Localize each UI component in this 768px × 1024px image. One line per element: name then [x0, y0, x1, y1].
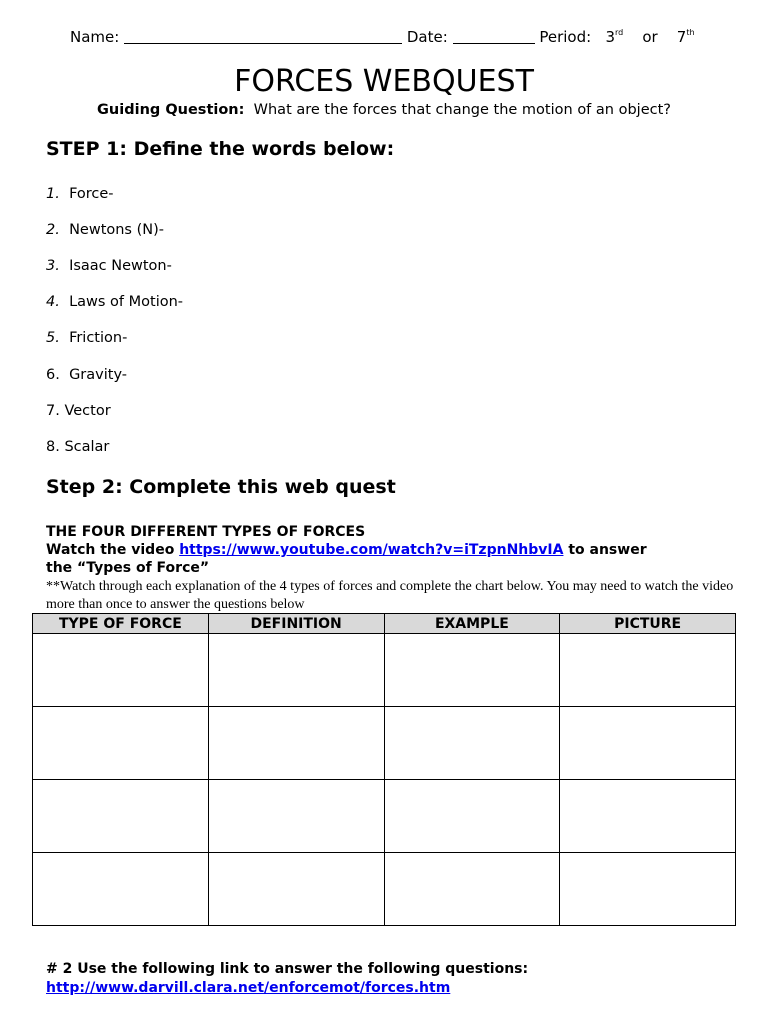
table-cell[interactable]: [208, 707, 384, 780]
table-cell[interactable]: [33, 780, 209, 853]
table-cell[interactable]: [560, 853, 736, 926]
table-cell[interactable]: [384, 634, 560, 707]
name-label: Name:: [70, 28, 120, 46]
part2-link-line: [46, 980, 450, 996]
table-cell[interactable]: [384, 707, 560, 780]
period-label: Period:: [539, 28, 592, 46]
table-cell[interactable]: [33, 853, 209, 926]
guiding-question-text: What are the forces that change the motion of an object?: [253, 102, 671, 118]
column-header: TYPE OF FORCE: [33, 614, 209, 634]
watch-instruction-line2: the “Types of Force”: [46, 560, 210, 576]
term-item: 2. Newtons (N)-: [46, 222, 164, 238]
page-title: FORCES WEBQUEST: [234, 64, 534, 99]
table-row: [33, 853, 736, 926]
table-row: [33, 634, 736, 707]
term-item: 5. Friction-: [46, 330, 128, 346]
table-cell[interactable]: [208, 780, 384, 853]
term-item: 4. Laws of Motion-: [46, 294, 184, 310]
period-option-b: 7th: [676, 28, 695, 46]
term-item: 3. Isaac Newton-: [46, 258, 172, 274]
date-field[interactable]: [453, 29, 535, 44]
column-header: DEFINITION: [208, 614, 384, 634]
table-cell[interactable]: [560, 707, 736, 780]
table-cell[interactable]: [560, 780, 736, 853]
term-item: 1. Force-: [46, 186, 114, 202]
date-label: Date:: [406, 28, 448, 46]
video-link[interactable]: https://www.youtube.com/watch?v=iTzpnNhbvIA: [179, 542, 564, 558]
guiding-question: [0, 102, 768, 118]
watch-instruction: Watch the video https://www.youtube.com/watch?v=iTzpnNhbvIA to answer: [46, 542, 647, 558]
step1-heading: STEP 1: Define the words below:: [46, 138, 395, 160]
chart-note: **Watch through each explanation of the 4 types of forces and complete the chart below. You may need to watch the video more than once to answer the questions below: [46, 579, 734, 612]
header-line: [70, 28, 695, 46]
guiding-question-label: Guiding Question:: [97, 102, 245, 118]
table-cell[interactable]: [33, 707, 209, 780]
forces-table: [32, 613, 736, 926]
table-row: [33, 707, 736, 780]
table-cell[interactable]: [560, 634, 736, 707]
column-header: EXAMPLE: [384, 614, 560, 634]
table-cell[interactable]: [208, 853, 384, 926]
or-label: or: [642, 28, 658, 46]
period-option-a: 3rd: [605, 28, 624, 46]
step2-heading: Step 2: Complete this web quest: [46, 476, 396, 498]
forces-link[interactable]: http://www.darvill.clara.net/enforcemot/forces.htm: [46, 980, 451, 996]
part2-instruction: # 2 Use the following link to answer the following questions:: [46, 961, 529, 977]
term-item: 6. Gravity-: [46, 367, 127, 383]
name-field[interactable]: [124, 29, 402, 44]
table-row: [33, 780, 736, 853]
table-cell[interactable]: [33, 634, 209, 707]
table-header-row: [33, 614, 736, 634]
table-cell[interactable]: [208, 634, 384, 707]
term-item: 7. Vector: [46, 403, 111, 419]
term-item: 8. Scalar: [46, 439, 110, 455]
section-title: THE FOUR DIFFERENT TYPES OF FORCES: [46, 524, 366, 540]
table-cell[interactable]: [384, 780, 560, 853]
column-header: PICTURE: [560, 614, 736, 634]
table-cell[interactable]: [384, 853, 560, 926]
